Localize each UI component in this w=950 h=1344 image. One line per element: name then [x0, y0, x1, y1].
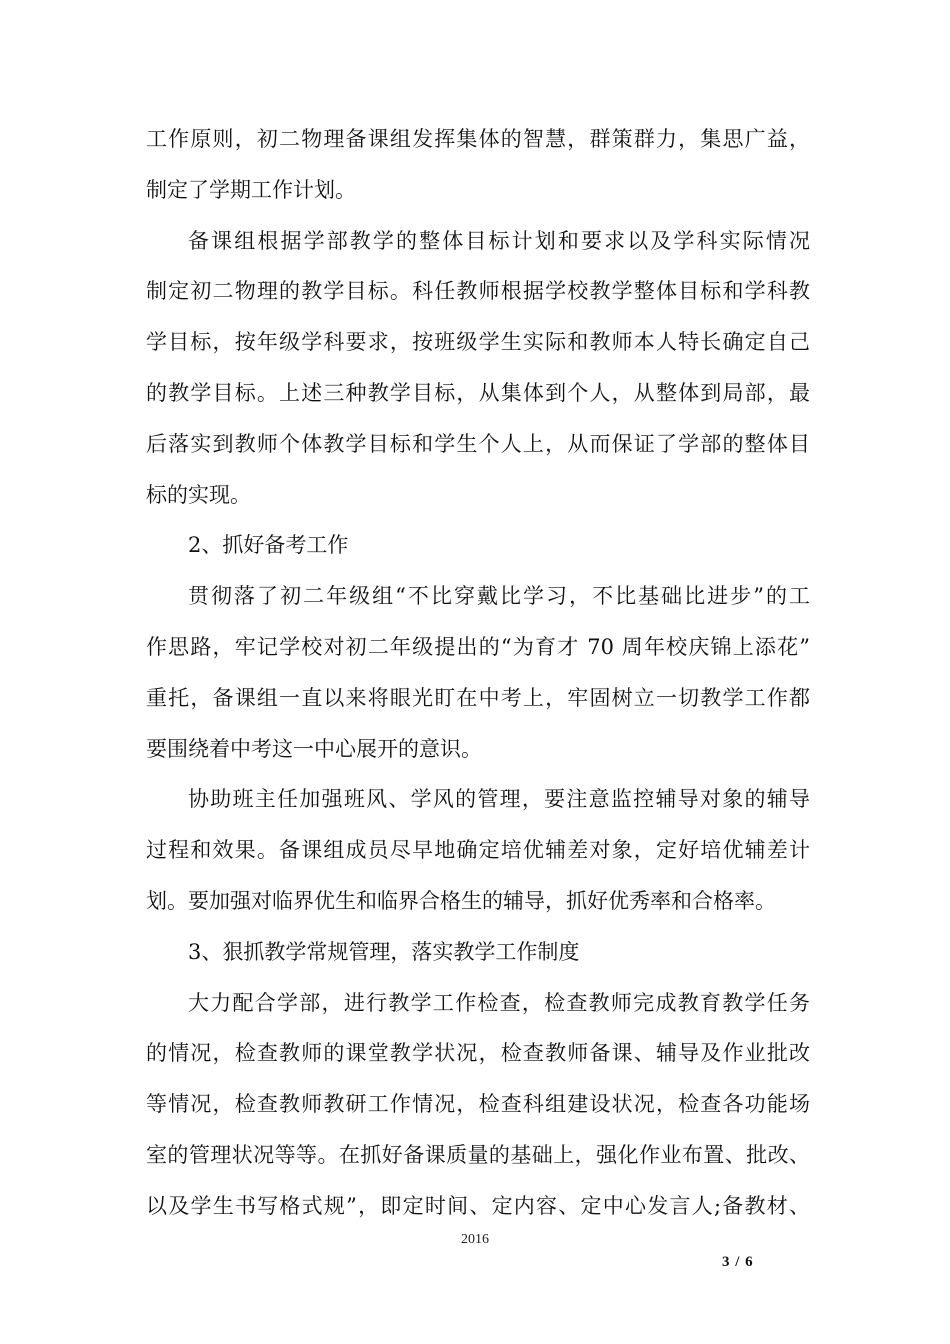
text-line: 学目标，按年级学科要求，按班级学生实际和教师本人特长确定自己 — [146, 330, 810, 355]
paragraph-start-line: 协助班主任加强班风、学风的管理，要注意监控辅导对象的辅导 — [188, 787, 810, 812]
text-line: 重托，备课组一直以来将眼光盯在中考上，牢固树立一切教学工作都 — [146, 685, 810, 710]
text-line: 要围绕着中考这一中心展开的意识。 — [146, 736, 482, 761]
text-line: 的情况，检查教师的课堂教学状况，检查教师备课、辅导及作业批改 — [146, 1041, 810, 1066]
body-text — [146, 114, 810, 1232]
text-line: 制定初二物理的教学目标。科任教师根据学校教学整体目标和学科教 — [146, 279, 810, 304]
text-line: 室的管理状况等等。在抓好备课质量的基础上，强化作业布置、批改、 — [146, 1142, 810, 1167]
paragraph-start-line: 大力配合学部，进行教学工作检查，检查教师完成教育教学任务 — [188, 990, 810, 1015]
paragraph-start-line: 备课组根据学部教学的整体目标计划和要求以及学科实际情况 — [188, 228, 810, 253]
text-line: 划。要加强对临界优生和临界合格生的辅导，抓好优秀率和合格率。 — [146, 888, 776, 913]
text-line: 制定了学期工作计划。 — [146, 177, 356, 202]
section-heading: 3、狠抓教学常规管理，落实教学工作制度 — [188, 939, 580, 964]
paragraph-start-line: 贯彻落了初二年级组“不比穿戴比学习，不比基础比进步”的工 — [188, 584, 810, 609]
text-line: 等情况，检查教师教研工作情况，检查科组建设状况，检查各功能场 — [146, 1092, 810, 1117]
footer-year: 2016 — [461, 1232, 489, 1247]
text-line: 的教学目标。上述三种教学目标，从集体到个人，从整体到局部，最 — [146, 380, 810, 405]
text-line: 作思路，牢记学校对初二年级提出的“为育才 70 周年校庆锦上添花” — [146, 634, 810, 659]
section-heading: 2、抓好备考工作 — [188, 533, 349, 558]
text-line: 以及学生书写格式规”，即定时间、定内容、定中心发言人;备教材、 — [146, 1193, 810, 1218]
page-number: 3 / 6 — [722, 1254, 753, 1270]
text-line: 过程和效果。备课组成员尽早地确定培优辅差对象，定好培优辅差计 — [146, 838, 810, 863]
text-line: 后落实到教师个体教学目标和学生个人上，从而保证了学部的整体目 — [146, 431, 810, 456]
text-line: 标的实现。 — [146, 482, 251, 507]
text-line: 工作原则，初二物理备课组发挥集体的智慧，群策群力，集思广益， — [146, 127, 810, 151]
